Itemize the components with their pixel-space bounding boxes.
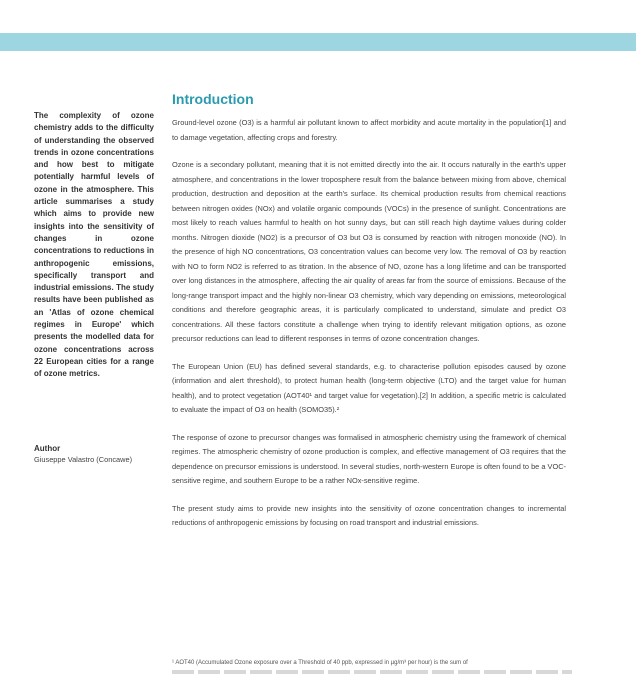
paragraph: Ozone is a secondary pollutant, meaning that it is not emitted directly into the air. It occurs naturally in the earth's upper atmosphere, and concentrations in the lower troposphere result from the balance between mixing from above, chemical production, destruction and deposition at the earth's surface. Its chemical production results from chemical reactions between nitrogen oxides (NOx) and volatile organic compounds (VOCs) in the presence of sunlight. Concentrations are most likely to reach values harmful to health on hot sunny days, but can still reach high daytime values during colder months. Nitrogen dioxide (NO2) is a precursor of O3 but O3 is consumed by reaction with nitrogen monoxide (NO). In the presence of high NO concentrations, O3 concentration values can become very low. The removal of O3 by reaction with NO to form NO2 is referred to as titration. In the absence of NO, ozone has a long lifetime and can be transported over long distances in the atmosphere, affecting the air quality of areas far from the source of emissions. Because of the long-range transport impact and the highly non-linear O3 chemistry, which vary depending on emissions, meteorological conditions and therefore geographic areas, it is particularly complicated to understand, simulate and predict O3 concentrations. All these factors constitute a challenge when trying to identify relevant mitigation options, as ozone precursor reductions can lead to different responses in terms of ozone concentration changes. xyxy=(172,160,566,343)
footnote: ¹ AOT40 (Accumulated Ozone exposure over a Threshold of 40 ppb, expressed in µg/m³ per hour) is the sum of xyxy=(172,660,468,666)
paragraph: Ground-level ozone (O3) is a harmful air pollutant known to affect morbidity and acute mortality in the population[1] and to damage vegetation, affecting crops and forestry. xyxy=(172,118,566,142)
author-block xyxy=(34,443,154,465)
section-title: Introduction xyxy=(172,91,254,107)
footnote-continuation xyxy=(172,670,572,674)
main-content xyxy=(172,90,566,544)
author-label: Author xyxy=(34,443,61,453)
header-band-white xyxy=(0,0,636,33)
header-band xyxy=(0,33,636,51)
paragraph: The European Union (EU) has defined several standards, e.g. to characterise pollution episodes caused by ozone (information and alert threshold), to protect human health (long-term objective (LTO) and the target value for human health), and to protect vegetation (AOT40¹ and target value for vegetation).[2] In addition, a specific metric is calculated to evaluate the impact of O3 on health (SOMO35).² xyxy=(172,361,566,414)
sidebar-intro: The complexity of ozone chemistry adds to the difficulty of understanding the observed trends in ozone concentrations and how best to mitigate potentially harmful levels of ozone in the atmosphere. This article summarises a study which aims to provide new insights into the sensitivity of changes in ozone concentrations to reductions in anthropogenic emissions, specifically transport and industrial emissions. The study results have been published as an 'Atlas of ozone chemical regimes in Europe' which presents the modelled data for ozone concentrations across 22 European cities for a range of ozone metrics. xyxy=(34,111,154,379)
paragraph: The response of ozone to precursor changes was formalised in atmospheric chemistry using the framework of chemical regimes. The atmospheric chemistry of ozone production is complex, and effective management of O3 requires that the dependence on precursor emissions is understood. In several studies, north-western Europe is often found to be a VOC-sensitive regime, and southern Europe to be a rather NOx-sensitive regime. xyxy=(172,432,566,485)
paragraph: The present study aims to provide new insights into the sensitivity of ozone concentration changes to incremental reductions of anthropogenic emissions by focusing on road transport and industrial emissions. xyxy=(172,503,566,527)
sidebar xyxy=(34,110,154,465)
author-name: Giuseppe Valastro (Concawe) xyxy=(34,454,133,464)
